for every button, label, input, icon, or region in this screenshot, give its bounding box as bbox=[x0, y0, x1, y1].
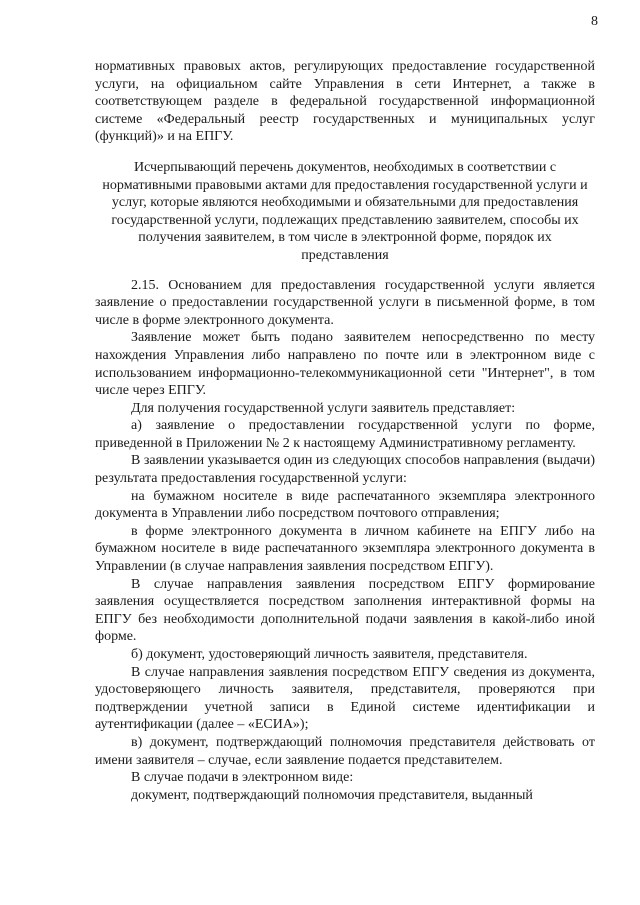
paragraph-2-15: 2.15. Основанием для предоставления государственной услуги является заявление о предоставлении государственной услуги в письменной форме, в том числе в форме электронного документа. bbox=[95, 277, 595, 328]
intro-paragraph: нормативных правовых актов, регулирующих предоставление государственной услуги, на официальном сайте Управления в сети Интернет, а также в соответствующем разделе в федеральной государственной информационной системе «Федеральный реестр государственных и муниципальных услуг (функций)» и на ЕПГУ. bbox=[95, 59, 595, 145]
paragraph-submission-methods: Заявление может быть подано заявителем непосредственно по месту нахождения Управления либо направлено по почте или в электронном виде с использованием информационно-телекоммуникационной сети "Интернет", в том числе через ЕПГУ. bbox=[95, 330, 595, 399]
paragraph-esia: В случае направления заявления посредством ЕПГУ сведения из документа, удостоверяющего личность заявителя, представителя, проверяются при подтверждении учетной записи в Единой системе идентификации и аутентификации (далее – «ЕСИА»); bbox=[95, 664, 595, 733]
paragraph-epgu-form: В случае направления заявления посредством ЕПГУ формирование заявления осуществляется посредством заполнения интерактивной формы на ЕПГУ без необходимости дополнительной подачи заявления в какой-либо иной форме. bbox=[95, 576, 595, 645]
page-number: 8 bbox=[591, 14, 598, 29]
paragraph-result-methods: В заявлении указывается один из следующих способов направления (выдачи) результата предоставления государственной услуги: bbox=[95, 453, 595, 487]
paragraph-representative-document: документ, подтверждающий полномочия представителя, выданный bbox=[131, 787, 533, 803]
paragraph-item-b: б) документ, удостоверяющий личность заявителя, представителя. bbox=[131, 647, 528, 662]
paragraph-electronic-method: в форме электронного документа в личном кабинете на ЕПГУ либо на бумажном носителе в виде распечатанного экземпляра электронного документа в Управлении (в случае направления заявления посредством ЕПГУ). bbox=[95, 523, 595, 575]
paragraph-electronic-submission: В случае подачи в электронном виде: bbox=[131, 770, 354, 786]
paragraph-item-a: а) заявление о предоставлении государственной услуги по форме, приведенной в Приложении № 2 к настоящему Административному регламенту. bbox=[95, 418, 595, 451]
document-body bbox=[95, 58, 595, 804]
section-heading: Исчерпывающий перечень документов, необходимых в соответствии с нормативными правовыми актами для предоставления государственной услуги и услуг, которые являются необходимыми и обязательными для предоставления государственной услуги, подлежащих представлению заявителем, способы их получения заявителем, в том числе в электронной форме, порядок их представления bbox=[102, 159, 588, 263]
paragraph-applicant-provides: Для получения государственной услуги заявитель представляет: bbox=[131, 400, 516, 416]
paragraph-item-v: в) документ, подтверждающий полномочия представителя действовать от имени заявителя – случае, если заявление подается представителем. bbox=[95, 734, 595, 768]
paragraph-paper-method: на бумажном носителе в виде распечатанного экземпляра электронного документа в Управлении либо посредством почтового отправления; bbox=[95, 488, 595, 522]
